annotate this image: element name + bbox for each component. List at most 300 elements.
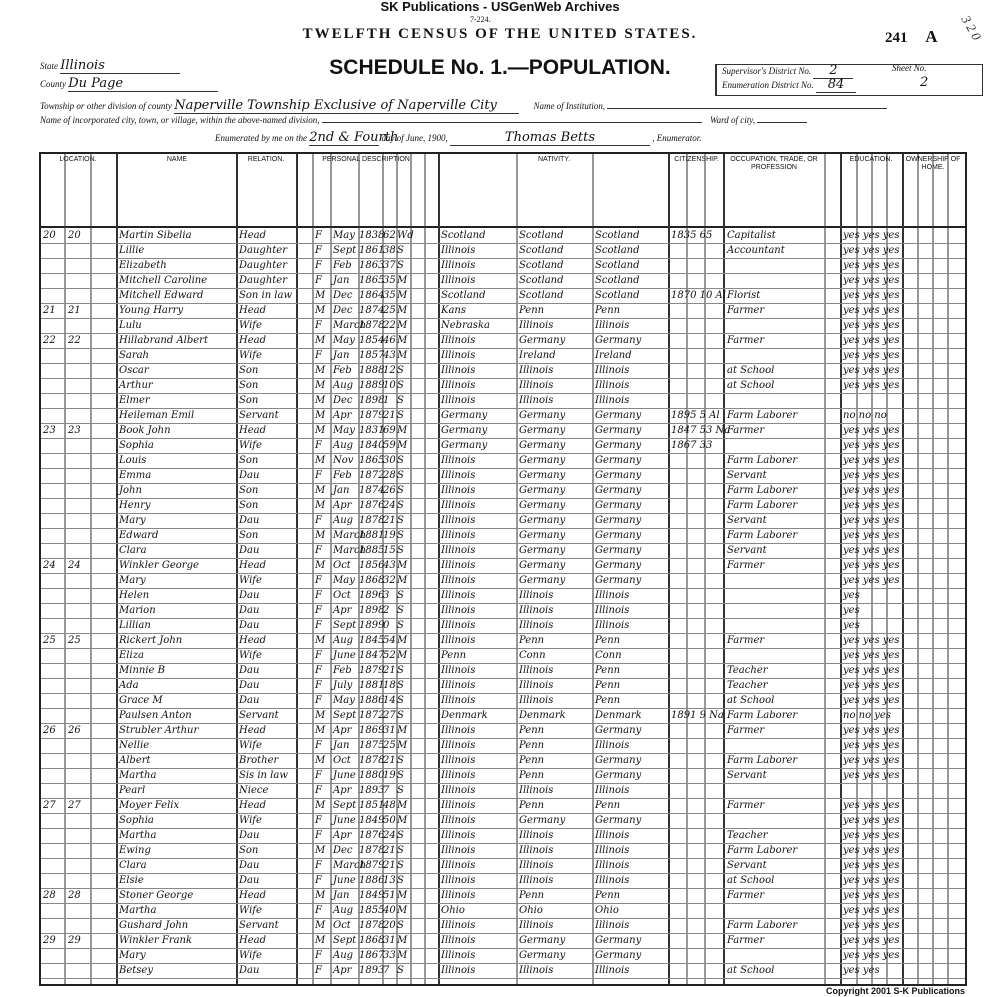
- cell-year: 1869: [359, 725, 385, 736]
- table-row: [41, 528, 965, 544]
- cell-month: March: [333, 545, 367, 556]
- col-personal: PERSONAL DESCRIPTION.: [322, 156, 412, 163]
- cell-year: 1896: [359, 590, 385, 601]
- cell-month: March: [333, 860, 367, 871]
- cell-bm: Scotland: [595, 275, 640, 286]
- cell-year: 1885: [359, 545, 385, 556]
- cell-mar: S: [397, 965, 404, 976]
- cell-rel: Son: [239, 845, 259, 856]
- state-field: [40, 58, 180, 74]
- cell-bm: Scotland: [595, 245, 640, 256]
- cell-age: 19: [383, 770, 396, 781]
- cell-rel: Sis in law: [239, 770, 288, 781]
- cell-ed: yes yes yes: [843, 245, 900, 256]
- cell-bf: Germany: [519, 530, 566, 541]
- cell-bm: Ohio: [595, 905, 619, 916]
- cell-year: 1886: [359, 875, 385, 886]
- cell-b: Illinois: [441, 530, 476, 541]
- cell-ed: yes yes yes: [843, 335, 900, 346]
- cell-ed: yes yes yes: [843, 860, 900, 871]
- cell-name: Winkler George: [119, 560, 199, 571]
- cell-fam: 28: [68, 890, 81, 901]
- cell-age: 35: [383, 290, 396, 301]
- cell-ed: yes yes yes: [843, 890, 900, 901]
- cell-sex: F: [315, 740, 322, 751]
- cell-bf: Illinois: [519, 620, 554, 631]
- cell-bf: Penn: [519, 755, 545, 766]
- cell-occ: at School: [727, 695, 775, 706]
- cell-rel: Dau: [239, 665, 260, 676]
- cell-rel: Wife: [239, 905, 262, 916]
- cell-b: Illinois: [441, 335, 476, 346]
- cell-age: 21: [383, 410, 396, 421]
- cell-year: 1855: [359, 905, 385, 916]
- cell-mar: M: [397, 575, 408, 586]
- county-label: County: [40, 79, 66, 89]
- cell-ed: yes yes yes: [843, 455, 900, 466]
- cell-name: Helen: [119, 590, 150, 601]
- table-row: [41, 558, 965, 574]
- table-row: [41, 663, 965, 679]
- city-field: [40, 115, 807, 125]
- cell-sex: M: [315, 380, 326, 391]
- cell-year: 1849: [359, 815, 385, 826]
- cell-rel: Son: [239, 485, 259, 496]
- cell-mar: M: [397, 650, 408, 661]
- cell-year: 1874: [359, 485, 385, 496]
- cell-mar: S: [397, 770, 404, 781]
- cell-mar: S: [397, 860, 404, 871]
- cell-rel: Dau: [239, 515, 260, 526]
- cell-month: Jan: [333, 740, 350, 751]
- cell-sex: M: [315, 935, 326, 946]
- cell-b: Illinois: [441, 575, 476, 586]
- cell-name: Eliza: [119, 650, 144, 661]
- cell-bf: Scotland: [519, 245, 564, 256]
- cell-bm: Conn: [595, 650, 622, 661]
- cell-bm: Penn: [595, 635, 621, 646]
- cell-age: 7: [383, 785, 390, 796]
- table-row: [41, 228, 965, 244]
- cell-month: Apr: [333, 500, 352, 511]
- table-row: [41, 348, 965, 364]
- cell-year: 1881: [359, 530, 385, 541]
- cell-year: 1865: [359, 455, 385, 466]
- cell-year: 1878: [359, 845, 385, 856]
- table-row: [41, 633, 965, 649]
- cell-sex: F: [315, 680, 322, 691]
- cell-age: 26: [383, 485, 396, 496]
- cell-rel: Head: [239, 935, 267, 946]
- cell-ed: yes yes yes: [843, 725, 900, 736]
- table-row: [41, 573, 965, 589]
- cell-name: Lulu: [119, 320, 142, 331]
- page-letter: A: [925, 27, 938, 46]
- cell-year: 1878: [359, 755, 385, 766]
- table-row: [41, 423, 965, 439]
- cell-b: Germany: [441, 440, 488, 451]
- cell-month: Feb: [333, 470, 352, 481]
- cell-b: Illinois: [441, 680, 476, 691]
- cell-sex: F: [315, 875, 322, 886]
- cell-rel: Head: [239, 305, 267, 316]
- cell-occ: at School: [727, 380, 775, 391]
- cell-b: Illinois: [441, 935, 476, 946]
- cell-occ: Farmer: [727, 335, 765, 346]
- cell-occ: Farm Laborer: [727, 485, 798, 496]
- cell-bf: Penn: [519, 635, 545, 646]
- cell-bf: Illinois: [519, 665, 554, 676]
- cell-b: Scotland: [441, 230, 486, 241]
- table-row: [41, 513, 965, 529]
- cell-mar: S: [397, 590, 404, 601]
- cell-occ: Farm Laborer: [727, 410, 798, 421]
- cell-b: Kans: [441, 305, 467, 316]
- cell-rel: Dau: [239, 965, 260, 976]
- cell-year: 1880: [359, 770, 385, 781]
- cell-bf: Illinois: [519, 680, 554, 691]
- cell-month: March: [333, 320, 367, 331]
- cell-sex: M: [315, 800, 326, 811]
- cell-year: 1878: [359, 320, 385, 331]
- cell-age: 15: [383, 545, 396, 556]
- table-row: [41, 948, 965, 964]
- cell-mar: M: [397, 350, 408, 361]
- cell-year: 1888: [359, 365, 385, 376]
- cell-year: 1898: [359, 605, 385, 616]
- cell-b: Illinois: [441, 965, 476, 976]
- cell-ed: yes yes yes: [843, 545, 900, 556]
- cell-b: Illinois: [441, 605, 476, 616]
- cell-b: Illinois: [441, 890, 476, 901]
- cell-sex: F: [315, 695, 322, 706]
- table-row: [41, 363, 965, 379]
- cell-sex: M: [315, 455, 326, 466]
- cell-b: Illinois: [441, 665, 476, 676]
- cell-mar: S: [397, 845, 404, 856]
- cell-b: Penn: [441, 650, 467, 661]
- cell-rel: Wife: [239, 740, 262, 751]
- cell-rel: Wife: [239, 950, 262, 961]
- col-relation: RELATION.: [247, 156, 285, 163]
- cell-mar: S: [397, 680, 404, 691]
- cell-mar: S: [397, 785, 404, 796]
- cell-year: 1889: [359, 380, 385, 391]
- cell-rel: Dau: [239, 545, 260, 556]
- cell-rel: Son: [239, 530, 259, 541]
- cell-ed: yes yes yes: [843, 350, 900, 361]
- cell-age: 25: [383, 305, 396, 316]
- cell-sex: F: [315, 860, 322, 871]
- cell-ed: yes yes yes: [843, 380, 900, 391]
- cell-ed: yes yes yes: [843, 515, 900, 526]
- cell-b: Scotland: [441, 290, 486, 301]
- cell-name: Edward: [119, 530, 159, 541]
- cell-bm: Germany: [595, 725, 642, 736]
- cell-mar: S: [397, 485, 404, 496]
- cell-bf: Illinois: [519, 965, 554, 976]
- cell-rel: Dau: [239, 620, 260, 631]
- corner-note: 3 2 0: [958, 12, 985, 43]
- cell-sex: F: [315, 815, 322, 826]
- cell-age: 31: [383, 725, 396, 736]
- cell-mar: S: [397, 620, 404, 631]
- cell-year: 1868: [359, 575, 385, 586]
- institution-line: [607, 108, 887, 109]
- table-row: [41, 288, 965, 304]
- supervisor-value: 2: [813, 63, 853, 79]
- cell-age: 59: [383, 440, 396, 451]
- cell-mar: S: [397, 695, 404, 706]
- cell-mar: M: [397, 905, 408, 916]
- cell-sex: F: [315, 590, 322, 601]
- page-number-value: 241: [885, 30, 908, 46]
- cell-rel: Head: [239, 560, 267, 571]
- institution-label: Name of Institution,: [533, 101, 606, 111]
- cell-year: 1838: [359, 230, 385, 241]
- cell-age: 28: [383, 470, 396, 481]
- cell-month: July: [333, 680, 353, 691]
- cell-mar: S: [397, 365, 404, 376]
- cell-bf: Conn: [519, 650, 546, 661]
- cell-month: Apr: [333, 830, 352, 841]
- cell-name: Clara: [119, 545, 147, 556]
- cell-age: 2: [383, 605, 390, 616]
- cell-mar: S: [397, 515, 404, 526]
- cell-fam: 25: [68, 635, 81, 646]
- cell-year: 1872: [359, 470, 385, 481]
- cell-b: Illinois: [441, 260, 476, 271]
- cell-age: 10: [383, 380, 396, 391]
- cell-sex: M: [315, 530, 326, 541]
- cell-mar: M: [397, 800, 408, 811]
- city-label: Name of incorporated city, town, or village, within the above-named division,: [40, 115, 320, 125]
- cell-month: Feb: [333, 365, 352, 376]
- cell-mar: M: [397, 950, 408, 961]
- cell-rel: Head: [239, 635, 267, 646]
- col-occupation: OCCUPATION, TRADE, OR PROFESSION: [730, 156, 818, 171]
- cell-age: 21: [383, 845, 396, 856]
- cell-age: 3: [383, 590, 390, 601]
- cell-year: 1857: [359, 350, 385, 361]
- state-value: Illinois: [60, 58, 180, 74]
- cell-bf: Germany: [519, 515, 566, 526]
- cell-bf: Germany: [519, 935, 566, 946]
- cell-month: Dec: [333, 395, 353, 406]
- cell-rel: Dau: [239, 860, 260, 871]
- cell-name: Mary: [119, 950, 146, 961]
- cell-age: 14: [383, 695, 396, 706]
- cell-b: Illinois: [441, 695, 476, 706]
- cell-sex: F: [315, 470, 322, 481]
- cell-bm: Illinois: [595, 860, 630, 871]
- cell-mar: M: [397, 305, 408, 316]
- cell-sex: F: [315, 650, 322, 661]
- cell-name: Minnie B: [119, 665, 165, 676]
- cell-bm: Scotland: [595, 230, 640, 241]
- cell-b: Illinois: [441, 860, 476, 871]
- cell-ed: yes yes yes: [843, 575, 900, 586]
- cell-rel: Son in law: [239, 290, 293, 301]
- table-row: [41, 318, 965, 334]
- cell-rel: Head: [239, 725, 267, 736]
- cell-dw: 24: [43, 560, 56, 571]
- cell-bm: Illinois: [595, 875, 630, 886]
- cell-age: 52: [383, 650, 396, 661]
- cell-bf: Denmark: [519, 710, 566, 721]
- cell-bf: Illinois: [519, 590, 554, 601]
- sheet-field: [892, 63, 927, 73]
- table-row: [41, 498, 965, 514]
- cell-name: Marion: [119, 605, 156, 616]
- cell-year: 1893: [359, 785, 385, 796]
- cell-mar: M: [397, 440, 408, 451]
- cell-dw: 27: [43, 800, 56, 811]
- cell-month: Apr: [333, 785, 352, 796]
- cell-month: Dec: [333, 290, 353, 301]
- cell-name: Elmer: [119, 395, 150, 406]
- cell-mar: S: [397, 410, 404, 421]
- cell-name: Young Harry: [119, 305, 184, 316]
- cell-bm: Germany: [595, 530, 642, 541]
- cell-rel: Head: [239, 335, 267, 346]
- enumerator-label: , Enumerator.: [652, 133, 702, 143]
- cell-rel: Dau: [239, 590, 260, 601]
- cell-b: Illinois: [441, 755, 476, 766]
- cell-ed: yes yes yes: [843, 755, 900, 766]
- cell-ed: yes yes yes: [843, 905, 900, 916]
- cell-month: Oct: [333, 755, 351, 766]
- enum-mid: day of June, 1900,: [381, 133, 448, 143]
- cell-bf: Germany: [519, 560, 566, 571]
- cell-sex: M: [315, 560, 326, 571]
- cell-age: 12: [383, 365, 396, 376]
- cell-age: 27: [383, 710, 396, 721]
- cell-rel: Daughter: [239, 260, 287, 271]
- cell-bm: Illinois: [595, 320, 630, 331]
- cell-year: 1879: [359, 665, 385, 676]
- cell-year: 1868: [359, 935, 385, 946]
- table-row: [41, 618, 965, 634]
- cell-name: Martha: [119, 770, 157, 781]
- cell-rel: Wife: [239, 815, 262, 826]
- cell-rel: Niece: [239, 785, 269, 796]
- cell-ed: yes yes yes: [843, 770, 900, 781]
- cell-sex: F: [315, 965, 322, 976]
- cell-name: Elsie: [119, 875, 144, 886]
- cell-sex: M: [315, 635, 326, 646]
- cell-ed: yes yes yes: [843, 695, 900, 706]
- table-row: [41, 723, 965, 739]
- cell-name: Henry: [119, 500, 151, 511]
- table-row: [41, 783, 965, 799]
- cell-mar: S: [397, 530, 404, 541]
- cell-name: Winkler Frank: [119, 935, 193, 946]
- cell-bm: Illinois: [595, 845, 630, 856]
- cell-month: May: [333, 695, 355, 706]
- cell-month: Feb: [333, 260, 352, 271]
- cell-bm: Scotland: [595, 260, 640, 271]
- cell-mar: M: [397, 290, 408, 301]
- cell-bm: Germany: [595, 500, 642, 511]
- cell-mar: M: [397, 560, 408, 571]
- cell-sex: M: [315, 335, 326, 346]
- cell-name: Martha: [119, 905, 157, 916]
- state-label: State: [40, 61, 58, 71]
- cell-year: 1867: [359, 950, 385, 961]
- cell-mar: S: [397, 830, 404, 841]
- cell-b: Illinois: [441, 560, 476, 571]
- cell-dw: 29: [43, 935, 56, 946]
- cell-sex: F: [315, 905, 322, 916]
- cell-month: Apr: [333, 410, 352, 421]
- copyright-notice: Copyright 2001 S-K Publications: [826, 986, 966, 996]
- cell-sex: F: [315, 665, 322, 676]
- cell-bm: Germany: [595, 455, 642, 466]
- cell-imm: 1847 53 Na: [671, 425, 731, 436]
- cell-rel: Dau: [239, 605, 260, 616]
- cell-ed: yes yes yes: [843, 740, 900, 751]
- cell-ed: yes: [843, 620, 860, 631]
- col-nativity: NATIVITY.: [537, 156, 571, 163]
- cell-name: Mitchell Caroline: [119, 275, 208, 286]
- cell-bf: Illinois: [519, 320, 554, 331]
- cell-year: 1879: [359, 410, 385, 421]
- cell-bf: Illinois: [519, 380, 554, 391]
- cell-age: 69: [383, 425, 396, 436]
- cell-occ: at School: [727, 965, 775, 976]
- cell-mar: Wd: [397, 230, 414, 241]
- cell-b: Illinois: [441, 785, 476, 796]
- table-row: [41, 693, 965, 709]
- col-location: LOCATION.: [59, 156, 97, 163]
- cell-occ: Servant: [727, 515, 767, 526]
- cell-age: 24: [383, 830, 396, 841]
- cell-age: 33: [383, 950, 396, 961]
- cell-year: 1840: [359, 440, 385, 451]
- cell-bm: Illinois: [595, 395, 630, 406]
- cell-b: Illinois: [441, 365, 476, 376]
- cell-b: Ohio: [441, 905, 465, 916]
- cell-month: June: [333, 815, 356, 826]
- cell-mar: S: [397, 545, 404, 556]
- cell-month: Oct: [333, 920, 351, 931]
- cell-bm: Penn: [595, 665, 621, 676]
- cell-bm: Germany: [595, 770, 642, 781]
- cell-fam: 29: [68, 935, 81, 946]
- cell-mar: S: [397, 875, 404, 886]
- cell-occ: Servant: [727, 545, 767, 556]
- cell-bm: Illinois: [595, 830, 630, 841]
- cell-bf: Penn: [519, 890, 545, 901]
- cell-age: 51: [383, 890, 396, 901]
- cell-name: Sophia: [119, 440, 154, 451]
- cell-b: Illinois: [441, 485, 476, 496]
- cell-name: Betsey: [119, 965, 153, 976]
- cell-bf: Germany: [519, 470, 566, 481]
- table-row: [41, 483, 965, 499]
- cell-month: June: [333, 770, 356, 781]
- cell-occ: Farmer: [727, 800, 765, 811]
- cell-sex: M: [315, 290, 326, 301]
- cell-month: Sept: [333, 935, 357, 946]
- cell-imm: 1835 65: [671, 230, 713, 241]
- cell-ed: yes yes yes: [843, 440, 900, 451]
- cell-name: Ada: [119, 680, 139, 691]
- cell-ed: yes yes yes: [843, 365, 900, 376]
- cell-occ: Farm Laborer: [727, 500, 798, 511]
- cell-b: Denmark: [441, 710, 488, 721]
